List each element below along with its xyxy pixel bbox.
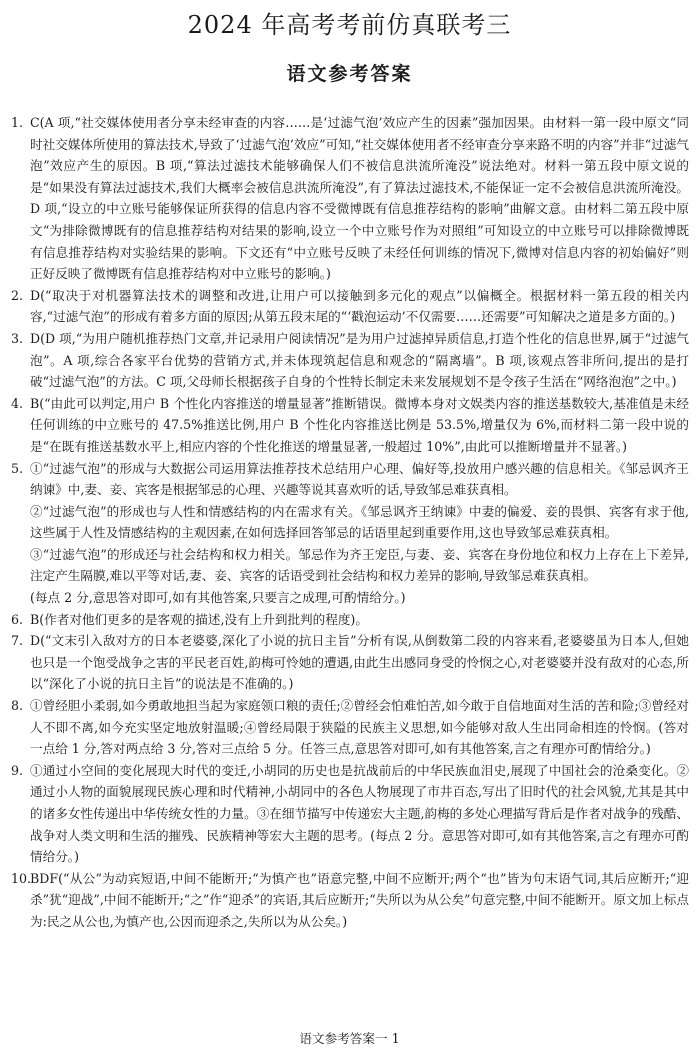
answer-text: ①通过小空间的变化展现大时代的变迁,小胡同的历史也是抗战前后的中华民族血泪史,展现了中国社会的沧桑变化。②通过小人物的面貌展现民族心理和时代精神,小胡同中的各色人物展现了市井百态,写出了旧时代的社会风貌,尤其是其中的诸多女性传递出中华传统女性的力量。③在细节描写中传递宏大主题,韵梅的多处心理描写背后是作者对战争的残酷、战争对人类文明和生活的摧残、民族精神等宏大主题的思考。(每点 2 分。意思答对即可,如有其他答案,言之有理亦可酌情给分。) — [30, 762, 689, 865]
answer-item-9 — [11, 760, 689, 868]
answer-point-3: ③“过滤气泡”的形成还与社会结构和权力相关。邹忌作为齐王宠臣,与妻、妾、宾客在身份地位和权力上存在上下差异,注定产生隔膜,难以平等对话,妻、妾、宾客的话语受到社会结构和权力差异的影响,导致邹忌难获真相。 — [30, 546, 689, 584]
answer-text: B(作者对他们更多的是客观的描述,没有上升到批判的程度)。 — [30, 611, 368, 627]
answer-item-8 — [11, 695, 689, 760]
answer-text: D(“取决于对机器算法技术的调整和改进,让用户可以接触到多元化的观点”以偏概全。根据材料一第五段的相关内容,“过滤气泡”的形成有着多方面的原因;从第五段末尾的“‘戳泡运动’不仅需要……还需要”可知解决之道是多方面的。) — [30, 287, 689, 325]
answer-item-4 — [11, 393, 689, 458]
answer-item-3 — [11, 328, 689, 393]
answer-text: ①曾经胆小柔弱,如今勇敢地担当起为家庭领口粮的责任;②曾经会怕难怕苦,如今敢于自信地面对生活的苦和险;③曾经对人不即不离,如今充实坚定地放射温暖;④曾经局限于狭隘的民族主义思想,如今能够对敌人生出同命相连的怜悯。(答对一点给 1 分,答对两点给 3 分,答对三点给 5 分。任答三点,意思答对即可,如有其他答案,言之有理亦可酌情给分。) — [30, 698, 689, 757]
page-footer: 语文参考答案一 1 — [299, 1031, 400, 1046]
answer-number: 3. — [11, 330, 24, 346]
answer-item-2 — [11, 285, 689, 328]
answer-number: 1. — [11, 115, 24, 130]
answer-text: D(D 项,“为用户随机推荐热门文章,并记录用户阅读情况”是为用户过滤掉异质信息,打造个性化的信息世界,属于“过滤气泡”。A 项,综合各家平台优势的营销方式,并未体现筑起信息和观念的“隔离墙”。B 项,该观点答非所问,提出的是打破“过滤气泡”的方法。C 项,父母师长根据孩子自身的个性特长制定未来发展规划不是令孩子生活在“网络泡泡”之中。) — [30, 330, 689, 390]
answer-number: 2. — [11, 287, 24, 303]
answer-item-6 — [11, 609, 689, 631]
answer-number: 8. — [11, 698, 24, 714]
answer-item-7 — [11, 630, 689, 695]
answer-text: D(“文末引入敌对方的日本老婆婆,深化了小说的抗日主旨”分析有误,从倒数第二段的内容来看,老婆婆虽为日本人,但她也只是一个饱受战争之害的平民老百姓,韵梅可怜她的遭遇,由此生出感同身受的怜悯之心,对老婆婆并没有敌对的心态,所以“深化了小说的抗日主旨”的说法是不准确的。) — [30, 633, 689, 692]
answer-text: BDF(“从公”为动宾短语,中间不能断开;“为慎产也”语意完整,中间不应断开;两个“也”皆为句末语气词,其后应断开;“迎杀”犹“迎战”,中间不能断开;“之”作“迎杀”的宾语,其后应断开;“失所以为从公矣”句意完整,中间不能断开。原文加上标点为:民之从公也,为慎产也,公因而迎杀之,失所以为从公矣。) — [30, 870, 689, 929]
page-subtitle: 语文参考答案 — [286, 63, 413, 85]
page-title: 2024 年高考考前仿真联考三 — [187, 11, 512, 39]
answer-point-1: ①“过滤气泡”的形成与大数据公司运用算法推荐技术总结用户心理、偏好等,投放用户感兴趣的信息相关。《邹忌讽齐王纳谏》中,妻、妾、宾客是根据邹忌的心理、兴趣等说其喜欢听的话,导致邹忌难获真相。 — [30, 460, 689, 498]
answer-number: 6. — [11, 611, 24, 627]
answer-number: 4. — [11, 395, 24, 411]
answer-text: B(“由此可以判定,用户 B 个性化内容推送的增量显著”推断错误。微博本身对文娱类内容的推送基数较大,基准值是未经任何训练的中立账号的 47.5%推送比例,用户 B 个性化内容推送比例是 53.5%,增量仅为 6%,而材料二第一段中说的是“在既有推送基数水平上,相应内容的个性化推送的增量显著,一般超过 10%”,由此可以推断增量并不显著。) — [30, 395, 689, 454]
answer-item-1 — [11, 112, 689, 285]
answer-number: 10. — [11, 870, 32, 886]
answer-text: C(A 项,“社交媒体使用者分享未经审查的内容……是‘过滤气泡’效应产生的因素”强加因果。由材料一第一段中原文“同时社交媒体所使用的算法技术,导致了‘过滤气泡’效应”可知,“社交媒体使用者不经审查分享来路不明的内容”并非“过滤气泡”效应产生的原因。B 项,“算法过滤技术能够确保人们不被信息洪流所淹没”说法绝对。材料一第五段中原文说的是“如果没有算法过滤技术,我们大概率会被信息洪流所淹没”,有了算法过滤技术,不能保证一定不会被信息洪流所淹没。D 项,“设立的中立账号能够保证所获得的信息内容不受微博既有信息推荐结构的影响”曲解文意。由材料二第五段中原文“为排除微博既有的信息推荐结构对结果的影响,设立一个中立账号作为对照组”可知设立的中立账号可以排除微博既有信息推荐结构对实验结果的影响。下文还有“中立账号反映了未经任何训练的情况下,微博对信息内容的初始偏好”则正好反映了微博既有信息推荐结构对中立账号的影响。) — [30, 115, 689, 282]
scoring-note: (每点 2 分,意思答对即可,如有其他答案,只要言之成理,可酌情给分。) — [30, 590, 406, 606]
answer-number: 5. — [11, 460, 24, 476]
answer-number: 7. — [11, 633, 24, 649]
answer-number: 9. — [11, 762, 24, 778]
answer-item-10 — [11, 868, 689, 933]
answer-item-5 — [11, 458, 689, 609]
answer-list — [11, 112, 689, 933]
answer-point-2: ②“过滤气泡”的形成也与人性和情感结构的内在需求有关。《邹忌讽齐王纳谏》中妻的偏爱、妾的畏惧、宾客有求于他,这些属于人性及情感结构的主观因素,在如何选择回答邹忌的话语里起到重要作用,这也导致邹忌难获真相。 — [30, 503, 689, 541]
